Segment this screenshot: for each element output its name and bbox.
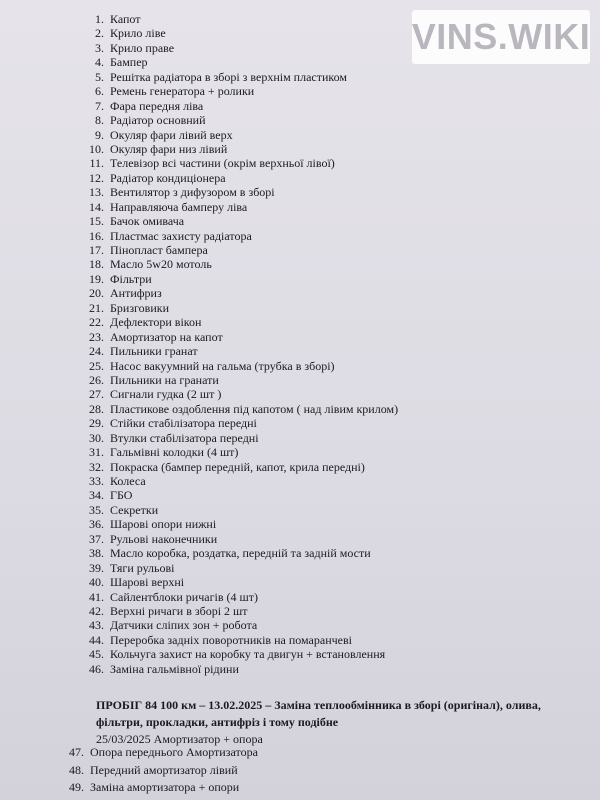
item-text: Секретки [110,502,159,517]
service-list [0,12,600,676]
item-number: 10. [89,141,104,156]
list-item [0,416,600,430]
item-number: 11. [89,156,104,171]
item-text: Фара передня ліва [110,98,204,113]
item-number: 38. [89,546,104,561]
list-item [0,474,600,488]
list-item [0,590,600,604]
list-item [0,561,600,575]
item-text: Верхні ричаги в зборі 2 шт [110,603,248,618]
item-number: 19. [89,271,104,286]
item-text: Ремень генератора + ролики [110,84,255,99]
item-number: 37. [89,531,104,546]
item-text: Окуляр фари низ лівий [110,141,228,156]
item-number: 9. [95,127,104,142]
item-text: Пильники гранат [110,344,198,359]
item-number: 16. [89,228,104,243]
item-text: Кольчуга захист на коробку та двигун + встановлення [110,647,386,662]
list-item [0,546,600,560]
list-item [0,330,600,344]
item-text: Капот [110,12,141,26]
item-text: Окуляр фари лівий верх [110,127,233,142]
item-number: 41. [89,589,104,604]
item-number: 4. [95,55,104,70]
item-text: Пінопласт бампера [110,243,208,257]
list-item [0,431,600,445]
list-item [0,633,600,647]
list-item [0,488,600,502]
item-text: Крило ліве [110,26,166,41]
note-line-3: 25/03/2025 Амортизатор + опора [96,732,263,746]
list-item [0,286,600,300]
item-number: 2. [95,26,104,41]
list-item [0,128,600,142]
list-item [0,243,600,257]
item-text: Амортизатор на капот [110,329,223,344]
item-text: Радіатор кондиціонера [110,170,226,185]
list-item [0,503,600,517]
item-number: 14. [89,199,104,214]
list-item [0,460,600,474]
item-number: 6. [95,84,104,99]
item-number: 8. [95,113,104,128]
item-number: 3. [95,40,104,55]
item-text: Колеса [110,474,146,488]
item-number: 49. [69,780,84,794]
list-item [0,604,600,618]
item-text: Переробка задніх поворотників на помаранчеві [110,632,352,647]
item-text: Масло 5w20 мотоль [110,257,212,272]
item-text: Шарові опори нижні [110,517,217,532]
list-item [0,647,600,661]
item-text: Опора переднього Амортизатора [90,745,258,759]
list-item [0,257,600,271]
list-item [0,156,600,170]
list-item [0,301,600,315]
item-text: Заміна гальмівної рідини [110,661,239,676]
item-number: 30. [89,430,104,445]
list-item [0,229,600,243]
item-text: Бачок омивача [110,214,185,229]
item-text: Телевізор всі частини (окрім верхньої лівої) [110,156,335,171]
item-number: 47. [69,745,84,759]
list-item [0,272,600,286]
item-number: 23. [89,329,104,344]
item-number: 32. [89,459,104,474]
item-text: Стійки стабілізатора передні [110,416,257,431]
list-item [0,171,600,185]
item-text: ГБО [110,488,133,503]
list-item [0,315,600,329]
item-number: 46. [89,661,104,676]
item-number: 31. [89,445,104,460]
item-text: Гальмівні колодки (4 шт) [110,445,239,460]
list-item [0,70,600,84]
watermark-logo: VINS.WIKI [412,10,590,64]
note-line-2: фільтри, прокладки, антифріз і тому подібне [96,715,339,729]
list-item [0,99,600,113]
list-item [0,113,600,127]
item-number: 22. [89,315,104,330]
list-item [0,779,600,797]
item-number: 26. [89,372,104,387]
item-number: 7. [95,98,104,113]
list-item [0,387,600,401]
item-text: Антифриз [110,286,162,301]
mileage-note [96,697,576,748]
list-item [0,185,600,199]
item-text: Бризговики [110,300,170,315]
list-item [0,532,600,546]
item-number: 29. [89,416,104,431]
item-number: 18. [89,257,104,272]
list-item [0,517,600,531]
item-text: Дефлектори вікон [110,315,202,330]
item-text: Покраска (бампер передній, капот, крила передні) [110,459,365,474]
item-text: Тяги рульові [110,560,175,575]
item-text: Втулки стабілізатора передні [110,430,259,445]
list-item [0,373,600,387]
list-item [0,575,600,589]
item-number: 25. [89,358,104,373]
item-number: 44. [89,632,104,647]
list-item [0,26,600,40]
list-item [0,662,600,676]
item-number: 27. [89,387,104,402]
list-item [0,41,600,55]
list-item [0,402,600,416]
item-number: 36. [89,517,104,532]
item-text: Сайлентблоки ричагів (4 шт) [110,589,258,604]
item-text: Насос вакуумний на гальма (трубка в зборі) [110,358,335,373]
item-text: Заміна амортизатора + опори [90,780,240,794]
list-item [0,55,600,69]
item-number: 24. [89,344,104,359]
list-item [0,359,600,373]
item-text: Пластмас захисту радіатора [110,228,252,243]
item-number: 20. [89,286,104,301]
item-text: Вентилятор з дифузором в зборі [110,185,275,200]
service-list-continued [0,744,600,797]
list-item [0,618,600,632]
item-text: Масло коробка, роздатка, передній та задній мости [110,546,371,561]
list-item [0,445,600,459]
list-item [0,214,600,228]
list-item [0,142,600,156]
item-text: Пильники на гранати [110,372,219,387]
item-number: 34. [89,488,104,503]
item-number: 28. [89,401,104,416]
item-number: 15. [89,214,104,229]
item-number: 21. [89,300,104,315]
item-number: 48. [69,762,84,777]
item-number: 1. [95,12,104,26]
item-text: Пластикове оздоблення під капотом ( над лівим крилом) [110,401,399,416]
list-item [0,344,600,358]
item-number: 33. [89,474,104,488]
item-text: Передний амортизатор лівий [90,762,238,777]
item-number: 12. [89,170,104,185]
item-text: Сигнали гудка (2 шт ) [110,387,222,402]
item-text: Направляюча бамперу ліва [110,199,248,214]
item-number: 17. [89,243,104,257]
item-text: Рульові наконечники [110,531,218,546]
item-number: 39. [89,560,104,575]
item-number: 5. [95,69,104,84]
item-text: Крило праве [110,40,175,55]
list-item [0,744,600,762]
item-text: Шарові верхні [110,575,185,590]
item-number: 13. [89,185,104,200]
list-item [0,12,600,26]
note-line-1: ПРОБІГ 84 100 км – 13.02.2025 – Заміна теплообмінника в зборі (оригінал), олива, [96,698,541,712]
list-item [0,200,600,214]
item-number: 35. [89,502,104,517]
list-item [0,84,600,98]
item-text: Датчики сліпих зон + робота [110,618,258,633]
item-number: 42. [89,603,104,618]
item-text: Радіатор основний [110,113,206,128]
item-text: Решітка радіатора в зборі з верхнім пластиком [110,69,347,84]
list-item [0,762,600,780]
item-number: 43. [89,618,104,633]
item-text: Фільтри [110,271,152,286]
item-number: 40. [89,575,104,590]
item-number: 45. [89,647,104,662]
item-text: Бампер [110,55,148,70]
